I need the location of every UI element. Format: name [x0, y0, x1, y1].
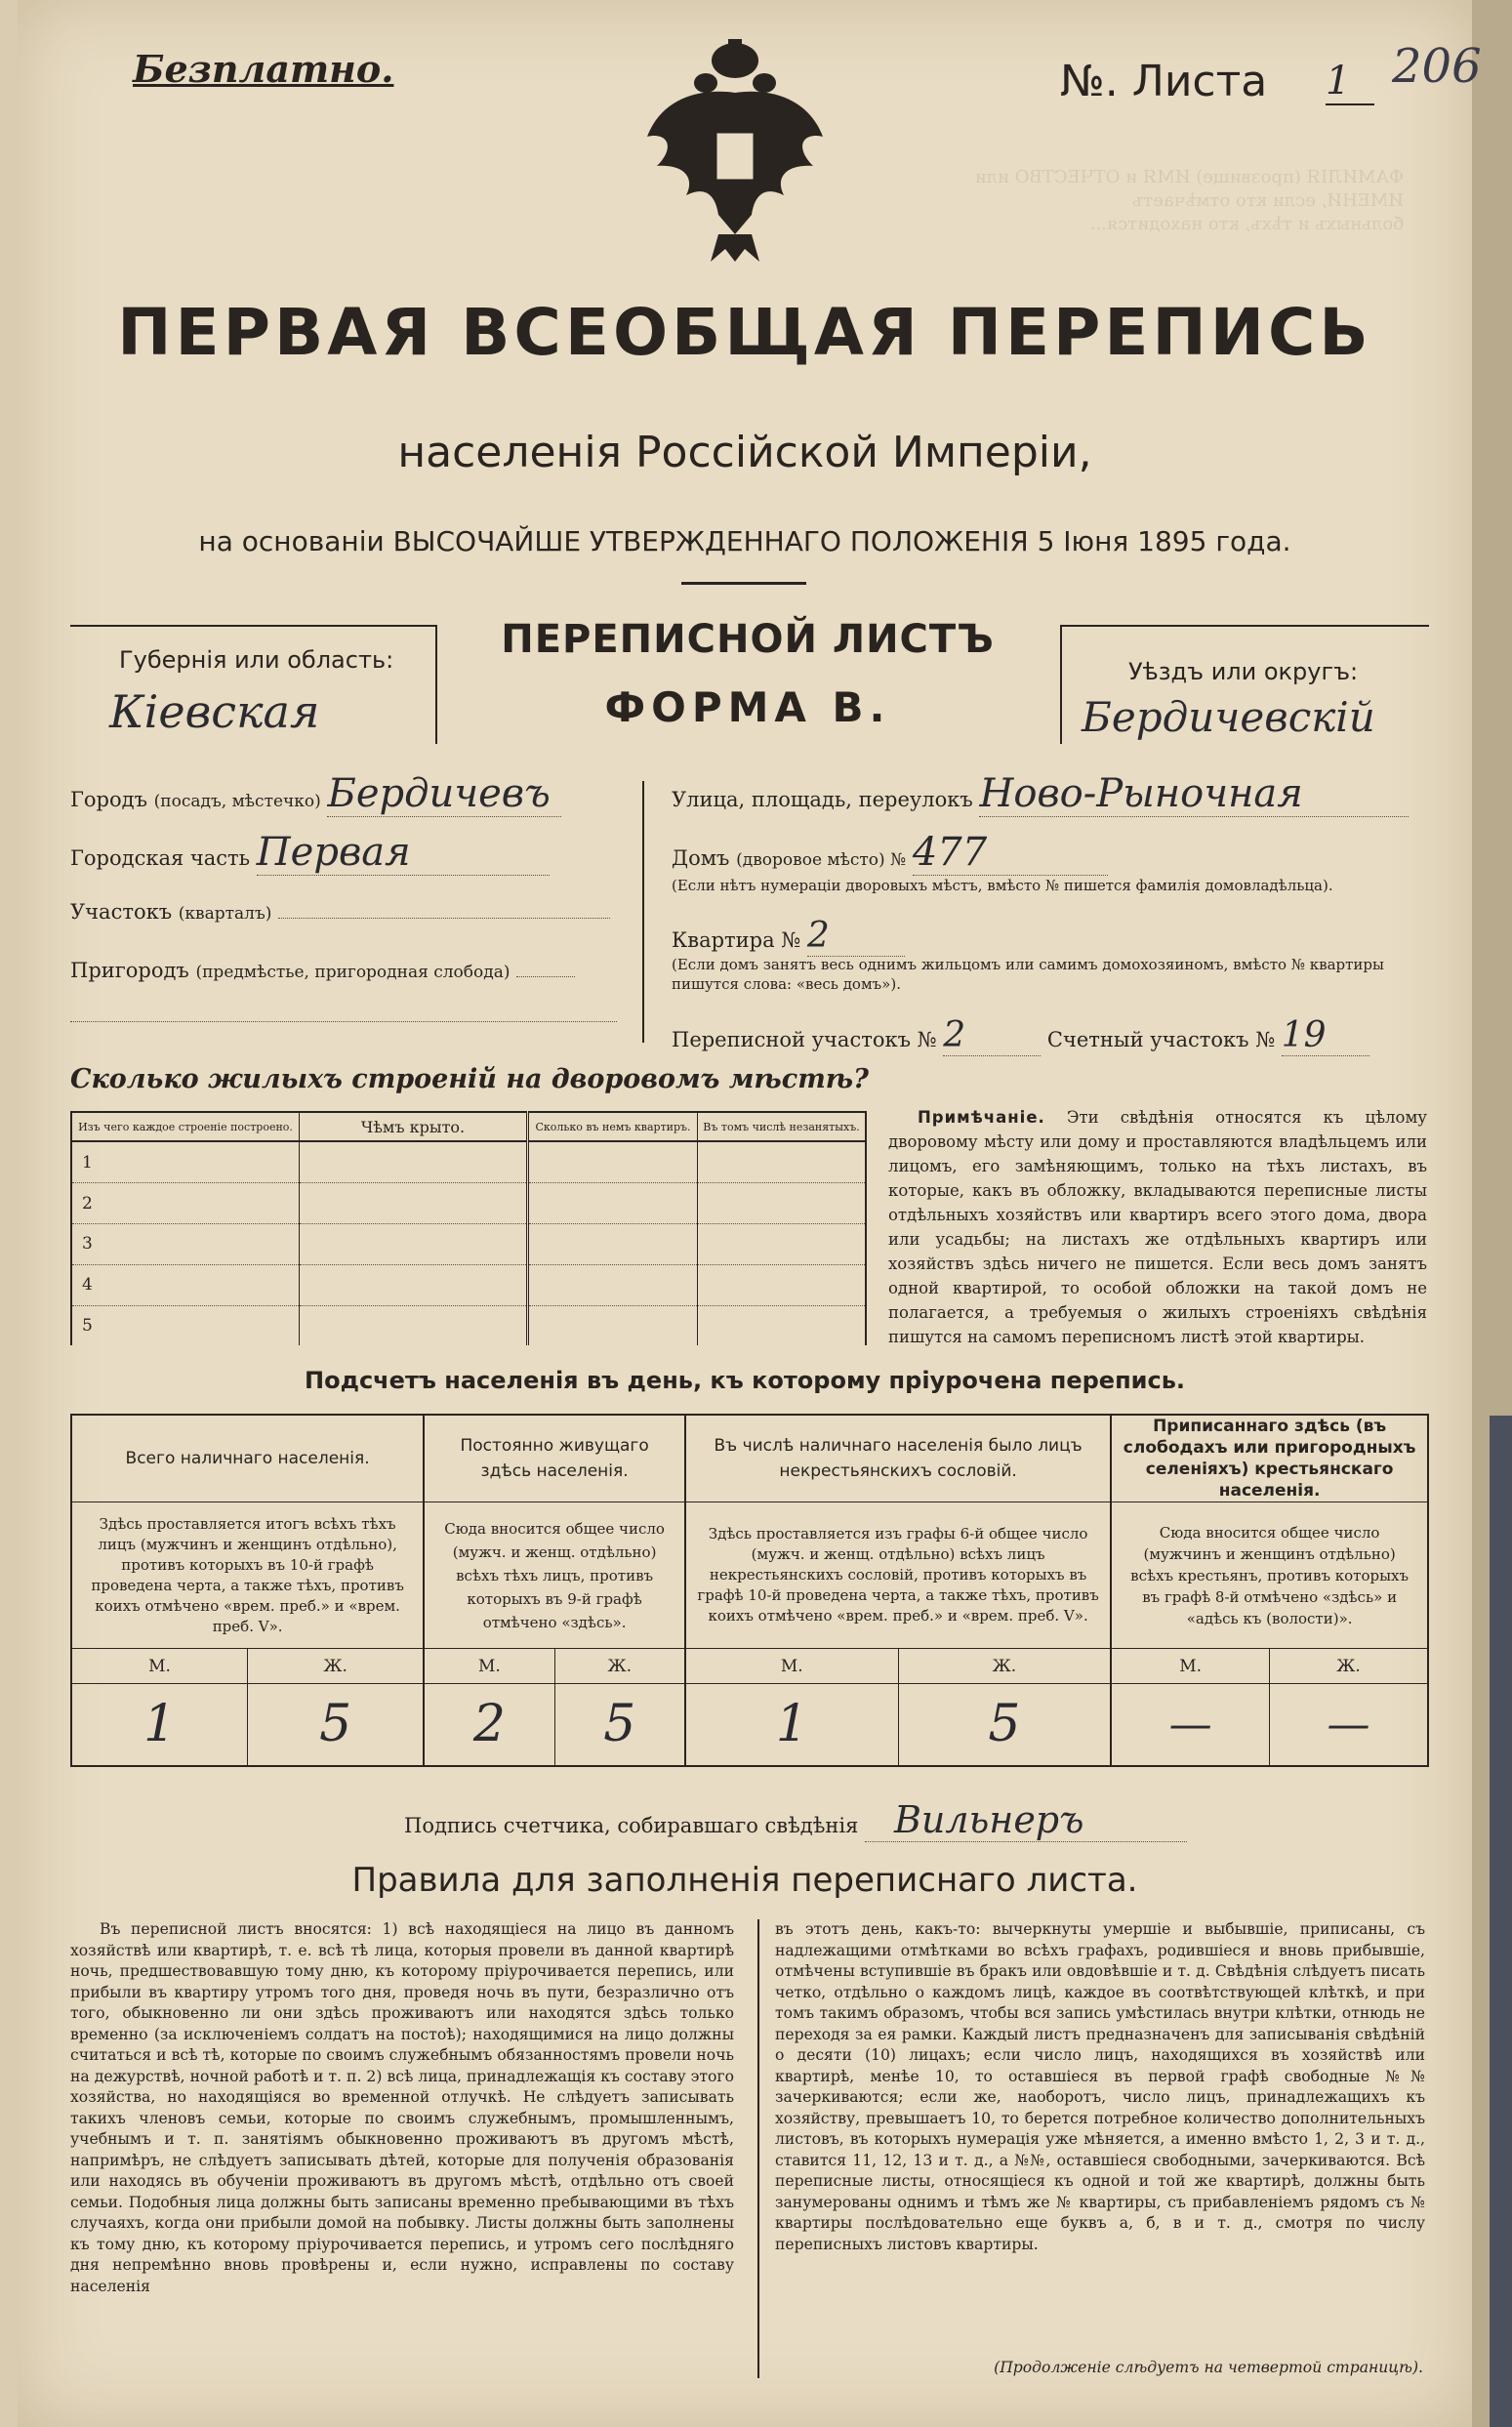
population-desc-permanent: Сюда вносится общее число (мужч. и женщ. отдѣльно) всѣхъ тѣхъ лицъ, противъ которыхъ въ 9-й графѣ отмѣчено «здѣсь». [424, 1502, 685, 1649]
bleed-through-text: ФАМИЛІЯ (прозвище) ИМЯ и ОТЧЕСТВО или ИМЕНИ, если кто отмѣчаетъ больныхъ и тѣхъ, кто находится... [974, 167, 1404, 234]
permanent-male-count: 2 [424, 1684, 554, 1766]
population-head-non-peasant: Въ числѣ наличнаго населенія было лицъ некрестьянскихъ сословій. [685, 1415, 1111, 1502]
address-divider [642, 781, 650, 1043]
suburb-line [70, 1021, 617, 1022]
uezd-value: Бердичевскій [1082, 693, 1375, 741]
census-area-value: 2 [943, 1015, 1041, 1056]
rules-title: Правила для заполненія переписнаго листа. [351, 1861, 1138, 1900]
district-note: (кварталъ) [178, 904, 272, 924]
free-label: Безплатно. [133, 47, 394, 91]
district-label: Участокъ [70, 900, 173, 924]
rules-divider [757, 1919, 759, 2378]
population-desc-non-peasant: Здѣсь проставляется изъ графы 6-й общее число (мужч. и женщ. отдѣльно) всѣхъ лицъ некрестьянскихъ сословій, противъ которыхъ въ графѣ 10-й проведена черта, а также тѣхъ, противъ коихъ отмѣчено «врем. преб.» и «врем. преб. V». [685, 1502, 1111, 1649]
population-head-total: Всего наличнаго населенія. [71, 1415, 424, 1502]
count-area-label: Счетный участокъ № [1046, 1028, 1276, 1051]
city-part-row [70, 830, 617, 876]
sheet-number-value: 1 [1326, 59, 1374, 105]
population-desc-peasant: Сюда вносится общее число (мужчинъ и женщинъ отдѣльно) всѣхъ крестьянъ, противъ которыхъ въ графѣ 8-й отмѣчено «здѣсь» и «адѣсь къ (волости)». [1130, 1523, 1410, 1627]
city-value: Бердичевъ [327, 771, 561, 817]
female-label: Ж. [248, 1649, 425, 1684]
sheet-number-label: №. Листа [1060, 57, 1268, 106]
male-label: М. [685, 1649, 898, 1684]
form-type: ФОРМА В. [604, 683, 891, 731]
building-row-number: 1 [71, 1141, 300, 1183]
building-row-number: 5 [71, 1305, 300, 1345]
note-title: Примѣчаніе. [918, 1108, 1045, 1127]
female-label: Ж. [554, 1649, 685, 1684]
peasant-male-count: — [1111, 1684, 1269, 1766]
suburb-label: Пригородъ [70, 959, 189, 982]
house-label: Домъ [672, 846, 730, 870]
rules-right-column: въ этотъ день, какъ-то: вычеркнуты умершіе и выбывшіе, приписаны, съ надлежащими отмѣтками во всѣхъ графахъ, родившіеся и вновь прибывшіе, отмѣчены вступившіе въ бракъ или овдовѣвшіе и т. д. Свѣдѣнія слѣдуетъ писать четко, отдѣльно о каждомъ лицѣ, каждое въ соотвѣтствующей клѣткѣ, и при томъ такимъ образомъ, чтобы вся запись умѣстилась внутри клѣтки, отнюдь не переходя за ея рамки. Каждый листъ предназначенъ для записыванія свѣдѣній о десяти (10) лицахъ; если число лицъ, находящихся въ хозяйствѣ или квартирѣ, менѣе 10, то оставшіеся въ первой графѣ свободные №№ зачеркиваются; если же, наоборотъ, число лицъ, принадлежащихъ къ хозяйству, превышаетъ 10, то берется потребное количество дополнительныхъ листовъ, въ которыхъ нумерація уже мѣняется, а именно вмѣсто 1, 2, 3 и т. д., ставится 11, 12, 13 и т. д., а №№, оставшіеся свободными, зачеркиваются. Всѣ переписные листы, относящіеся къ одной и той же квартирѣ, должны быть занумерованы однимъ и тѣмъ же № квартиры, съ прибавленіемъ рядомъ съ № квартиры послѣдовательно еще буквъ а, б, в и т. д., смотря по числу переписныхъ листовъ квартиры. [775, 1920, 1425, 2253]
rules-continued: (Продолженіе слѣдуетъ на четвертой страницѣ). [994, 2359, 1423, 2376]
non-peasant-male-count: 1 [685, 1684, 898, 1766]
gubernia-label: Губернія или область: [119, 646, 394, 674]
street-value: Ново-Рыночная [979, 771, 1409, 817]
population-head-permanent: Постоянно живущаго здѣсь населенія. [424, 1415, 685, 1502]
buildings-question: Сколько жилыхъ строеній на дворовомъ мѣстѣ? [70, 1064, 869, 1094]
apartment-label: Квартира № [672, 928, 801, 952]
buildings-table [70, 1111, 867, 1345]
population-title: Подсчетъ населенія въ день, къ которому пріурочена перепись. [305, 1367, 1185, 1394]
apartment-row [672, 916, 1452, 957]
note-text: Эти свѣдѣнія относятся къ цѣлому дворовому мѣсту или дому и проставляются владѣльцемъ или лицомъ, его замѣняющимъ, только на тѣхъ листахъ, въ которые, какъ въ обложку, вкладываются переписные листы отдѣльныхъ хозяйствъ или квартиръ всего этого дома, двора или усадьбы; на листахъ же отдѣльныхъ квартиръ или хозяйствъ здѣсь ничего не пишется. Если весь домъ занятъ одной квартирой, то особой обложки на такой домъ не полагается, а требуемыя о жилыхъ строеніяхъ свѣдѣнія пишутся на самомъ переписномъ листѣ этой квартиры. [888, 1108, 1427, 1346]
house-hint: (Если нѣтъ нумераціи дворовыхъ мѣстъ, вмѣсто № пишется фамилія домовладѣльца). [672, 877, 1333, 894]
signature-row [404, 1798, 1187, 1842]
form-name: ПЕРЕПИСНОЙ ЛИСТЪ [501, 617, 995, 662]
male-label: М. [71, 1649, 248, 1684]
male-label: М. [1111, 1649, 1269, 1684]
census-sheet [18, 0, 1482, 2427]
rules-left-column: Въ переписной листъ вносятся: 1) всѣ находящіеся на лицо въ данномъ хозяйствѣ или квартирѣ, т. е. всѣ тѣ лица, которыя провели въ данной квартирѣ ночь, предшествовавшую тому дню, къ которому пріурочивается перепись, или прибыли въ квартиру утромъ того дня, проведя ночь въ пути, безразлично отъ того, обыкновенно ли они здѣсь проживаютъ или находятся здѣсь только временно (за исключеніемъ солдатъ на постоѣ); находящимися на лицо должны считаться и всѣ тѣ, которые по своимъ служебнымъ обязанностямъ провели ночь на дежурствѣ, ночной работѣ и т. п. 2) всѣ лица, принадлежащія къ составу этого хозяйства, но находящіяся во временной отлучкѣ. Не слѣдуетъ записывать такихъ членовъ семьи, которые по своимъ служебнымъ, промышленнымъ, учебнымъ и т. п. занятіямъ обыкновенно проживаютъ въ другомъ мѣстѣ, напримѣръ, не слѣдуетъ записывать дѣтей, которые для полученія образованія или находясь въ обученіи проживаютъ въ другомъ мѣстѣ, отдѣльно отъ своей семьи. Подобныя лица должны быть записаны временно пребывающими въ тѣхъ случаяхъ, когда они прибыли домой на побывку. Листы должны быть заполнены къ тому дню, къ которому пріурочивается перепись, и утромъ сего послѣдняго дня непремѣнно вновь провѣрены и, если нужно, исправлены по составу населенія [70, 1920, 734, 2295]
suburb-note: (предмѣстье, пригородная слобода) [195, 963, 511, 982]
female-label: Ж. [1336, 1656, 1361, 1676]
gubernia-value: Кіевская [109, 685, 320, 738]
double-headed-eagle-icon [642, 39, 828, 264]
buildings-header-vacant: Въ томъ числѣ незанятыхъ. [703, 1120, 860, 1133]
permanent-female-count: 5 [554, 1684, 685, 1766]
note-block [888, 1105, 1427, 1349]
house-note: (дворовое мѣсто) № [736, 850, 907, 870]
city-row [70, 771, 617, 817]
page-edge [1472, 0, 1512, 2427]
total-female-count: 5 [248, 1684, 425, 1766]
document-subtitle: населенія Россійской Имперіи, [397, 428, 1092, 477]
binding-edge [1490, 1416, 1512, 2427]
building-row-number: 4 [71, 1264, 300, 1305]
city-note: (посадъ, мѣстечко) [153, 792, 321, 811]
apartment-hint: (Если домъ занятъ весь однимъ жильцомъ или самимъ домохозяиномъ, вмѣсто № квартиры пишутся слова: «весь домъ»). [672, 956, 1384, 993]
street-label: Улица, площадь, переулокъ [672, 788, 973, 811]
suburb-row [70, 959, 617, 982]
house-value: 477 [913, 830, 1108, 876]
buildings-header-roof: Чѣмъ крыто. [300, 1112, 528, 1141]
census-area-label: Переписной участокъ № [672, 1028, 937, 1051]
district-row [70, 900, 617, 924]
title-divider [681, 582, 806, 585]
signature-label: Подпись счетчика, собиравшаго свѣдѣнія [404, 1814, 859, 1837]
city-part-value: Первая [257, 830, 550, 876]
buildings-header-apartments: Сколько въ немъ квартиръ. [528, 1112, 698, 1141]
apartment-value: 2 [807, 916, 905, 957]
building-row-number: 3 [71, 1224, 300, 1265]
population-desc-total: Здѣсь проставляется итогъ всѣхъ тѣхъ лицъ (мужчинъ и женщинъ отдѣльно), противъ которыхъ въ 10-й графѣ проведена черта, а также тѣхъ, противъ коихъ отмѣчено «врем. преб.» и «врем. преб. V». [71, 1502, 424, 1649]
legal-basis: на основаніи ВЫСОЧАЙШЕ УТВЕРЖДЕННАГО ПОЛОЖЕНІЯ 5 Іюня 1895 года. [198, 525, 1291, 557]
house-row [672, 830, 1452, 876]
uezd-label: Уѣздъ или округъ: [1128, 658, 1359, 685]
female-label: Ж. [898, 1649, 1111, 1684]
male-label: М. [424, 1649, 554, 1684]
population-table [70, 1414, 1429, 1767]
count-area-value: 19 [1282, 1015, 1369, 1056]
gubernia-box [70, 625, 437, 744]
city-part-label: Городская часть [70, 846, 251, 870]
building-row-number: 2 [71, 1183, 300, 1224]
peasant-female-count: — [1327, 1699, 1370, 1749]
population-head-peasant: Приписаннаго здѣсь (въ слободахъ или пригородныхъ селеніяхъ) крестьянскаго населенія. [1123, 1417, 1416, 1501]
enumerator-signature: Вильнеръ [865, 1798, 1187, 1842]
city-label: Городъ [70, 788, 147, 811]
document-title: ПЕРВАЯ ВСЕОБЩАЯ ПЕРЕПИСЬ [117, 295, 1372, 370]
archive-number: 206 [1392, 39, 1482, 94]
non-peasant-female-count: 5 [898, 1684, 1111, 1766]
area-row [672, 1015, 1452, 1056]
uezd-box [1060, 625, 1429, 744]
buildings-header-material: Изъ чего каждое строеніе построено. [71, 1112, 300, 1141]
total-male-count: 1 [71, 1684, 248, 1766]
street-row [672, 771, 1452, 817]
